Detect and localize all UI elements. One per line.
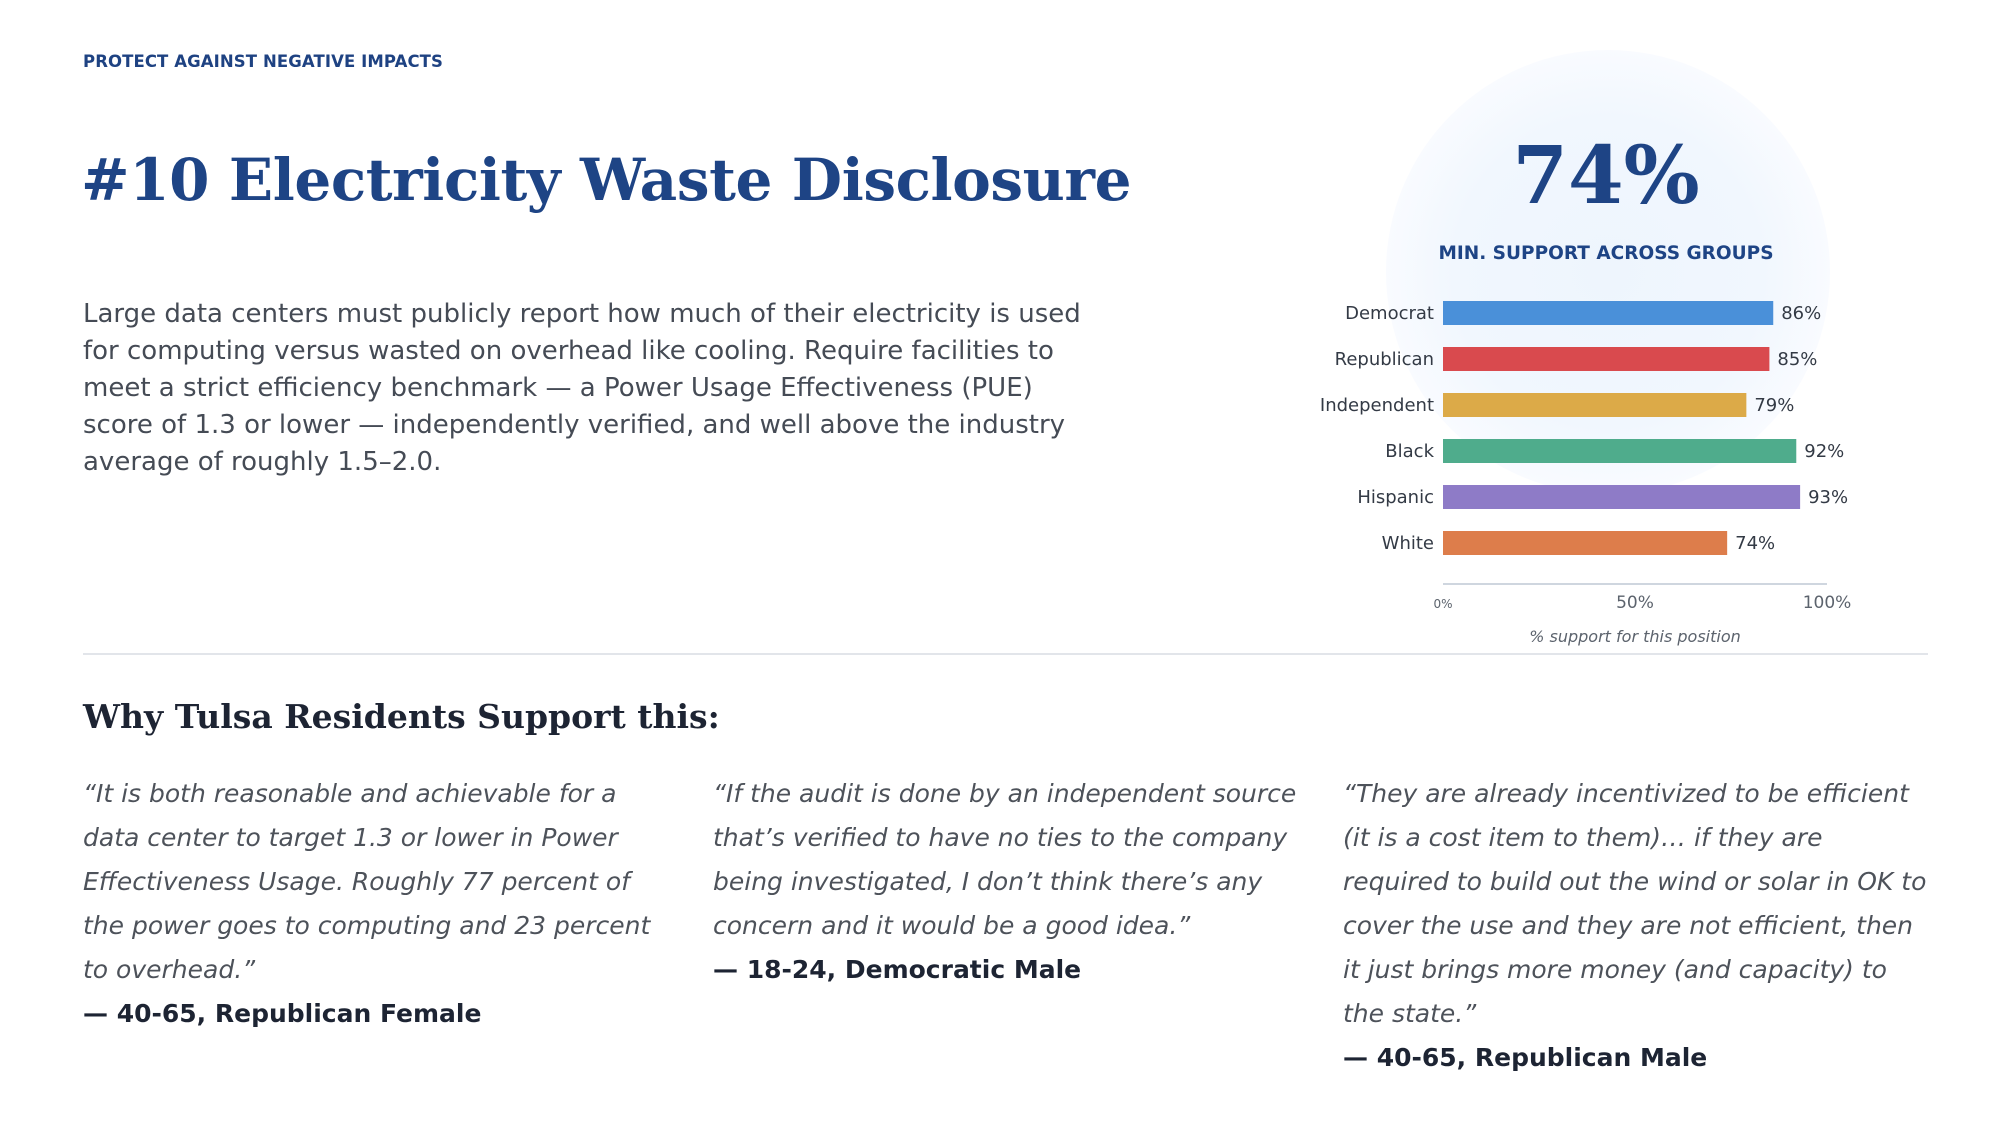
page-title: #10 Electricity Waste Disclosure [81, 146, 1132, 214]
bar [1443, 393, 1746, 417]
bar-value-label: 74% [1735, 533, 1776, 554]
min-support-value: 74% [1512, 128, 1700, 222]
quote-2 [713, 772, 1303, 992]
quote-text: “If the audit is done by an independent source that’s verified to have no ties to the company being investigated, I don’t think there’s any concern and it would be a good idea.” [713, 779, 1297, 940]
why-support-heading: Why Tulsa Residents Support this: [83, 697, 720, 736]
x-axis-label: % support for this position [1529, 627, 1741, 646]
bar-value-label: 85% [1777, 349, 1818, 370]
quote-attribution: — 40-65, Republican Female [83, 999, 482, 1028]
bar [1443, 301, 1773, 325]
x-tick-label: 50% [1616, 593, 1654, 613]
bar-label: White [1381, 533, 1434, 554]
bar-value-label: 79% [1754, 395, 1795, 416]
bar-label: Independent [1319, 395, 1434, 416]
x-tick-label: 0% [1433, 597, 1453, 611]
min-support-caption: MIN. SUPPORT ACROSS GROUPS [1438, 243, 1774, 264]
bar [1443, 347, 1769, 371]
x-axis-ticks [1433, 593, 1851, 613]
bar [1443, 485, 1800, 509]
bar-value-label: 86% [1781, 303, 1822, 324]
x-tick-label: 100% [1802, 593, 1852, 613]
bar [1443, 531, 1727, 555]
quote-1 [83, 772, 673, 1036]
quote-text: “They are already incentivized to be efficient (it is a cost item to them)… if they are required to build out the wind or solar in OK to cover the use and they are not efficient, then it just brings more money (and capacity) to the state.” [1343, 779, 1927, 1028]
bar-label: Black [1385, 441, 1434, 462]
bar-label: Hispanic [1357, 487, 1434, 508]
quote-text: “It is both reasonable and achievable for a data center to target 1.3 or lower in Power Effectiveness Usage. Roughly 77 percent of the power goes to computing and 23 percent to overhead.” [83, 779, 651, 984]
bar-value-label: 93% [1808, 487, 1849, 508]
bar-label: Democrat [1345, 303, 1434, 324]
section-eyebrow: PROTECT AGAINST NEGATIVE IMPACTS [83, 52, 444, 71]
quote-attribution: — 18-24, Democratic Male [713, 955, 1082, 984]
bar-label: Republican [1334, 349, 1434, 370]
bar-value-label: 92% [1804, 441, 1845, 462]
policy-description: Large data centers must publicly report how much of their electricity is used for computing versus wasted on overhead like cooling. Require facilities to meet a strict efficiency benchmark — a Power Usage Effectiveness (PUE) score of 1.3 or lower — independently verified, and well above the industry average of roughly 1.5–2.0. [83, 299, 1081, 477]
highlight-halo [1386, 50, 1830, 494]
quote-3 [1343, 772, 1933, 1080]
quote-attribution: — 40-65, Republican Male [1343, 1043, 1708, 1072]
section-divider [83, 653, 1928, 655]
bar [1443, 439, 1796, 463]
